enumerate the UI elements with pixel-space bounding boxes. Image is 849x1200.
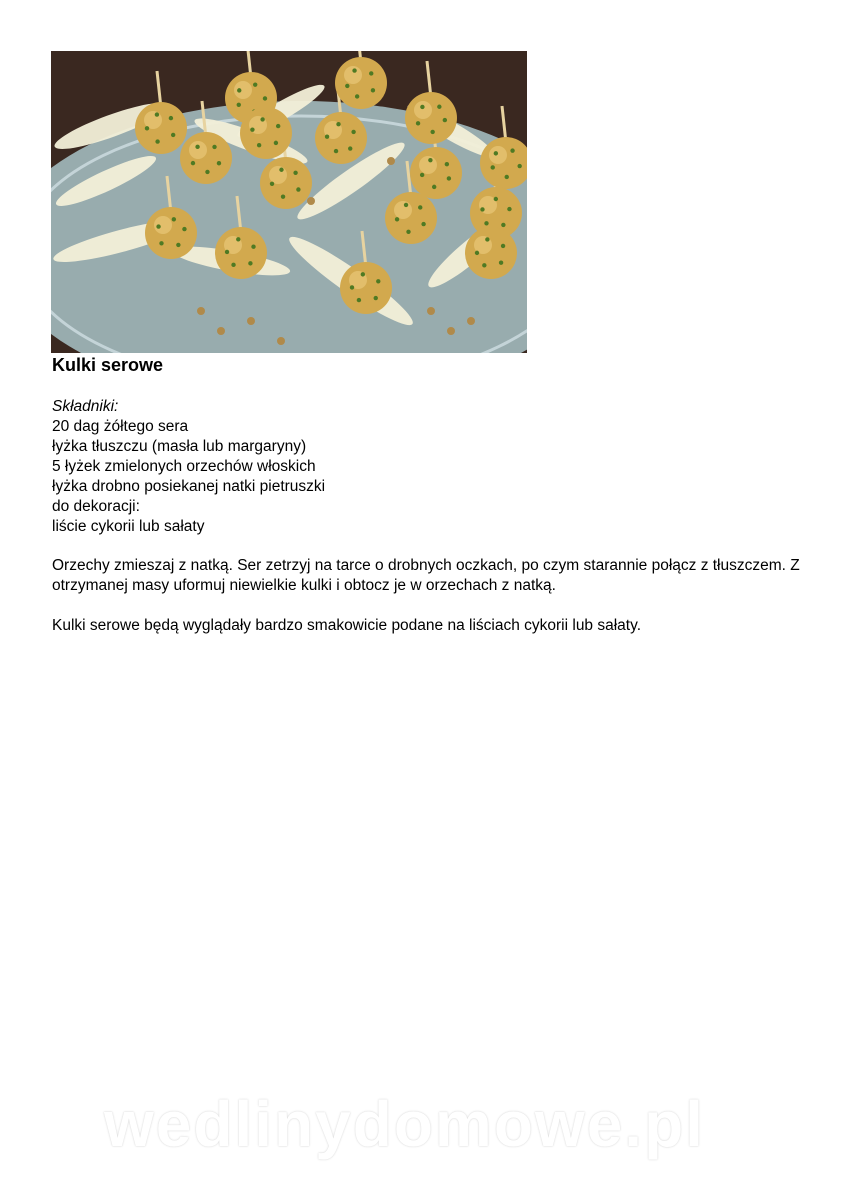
walnut-crumb xyxy=(387,157,395,165)
parsley-fleck xyxy=(480,207,484,211)
cheese-ball xyxy=(315,112,367,164)
parsley-fleck xyxy=(159,241,163,245)
ingredient-item: łyżka tłuszczu (masła lub margaryny) xyxy=(52,438,307,455)
parsley-fleck xyxy=(171,133,175,137)
parsley-fleck xyxy=(369,71,373,75)
cheese-ball-highlight xyxy=(189,141,207,159)
parsley-fleck xyxy=(421,222,425,226)
walnut-crumb xyxy=(247,317,255,325)
cheese-ball xyxy=(240,107,292,159)
parsley-fleck xyxy=(428,158,432,162)
cheese-ball xyxy=(215,227,267,279)
ingredients-label: Składniki: xyxy=(52,398,119,415)
walnut-crumb xyxy=(427,307,435,315)
parsley-fleck xyxy=(416,121,420,125)
parsley-fleck xyxy=(195,145,199,149)
cheese-ball-highlight xyxy=(269,166,287,184)
cheese-ball xyxy=(465,227,517,279)
cheese-ball xyxy=(335,57,387,109)
parsley-fleck xyxy=(406,230,410,234)
parsley-fleck xyxy=(437,105,441,109)
parsley-fleck xyxy=(325,135,329,139)
cheese-ball-highlight xyxy=(414,101,432,119)
walnut-crumb xyxy=(217,327,225,335)
parsley-fleck xyxy=(494,151,498,155)
cheese-ball-highlight xyxy=(394,201,412,219)
walnut-crumb xyxy=(447,327,455,335)
ingredient-item: 5 łyżek zmielonych orzechów włoskich xyxy=(52,458,316,475)
parsley-fleck xyxy=(404,203,408,207)
parsley-fleck xyxy=(348,146,352,150)
ingredient-item: łyżka drobno posiekanej natki pietruszki xyxy=(52,478,326,495)
parsley-fleck xyxy=(445,162,449,166)
parsley-fleck xyxy=(276,124,280,128)
parsley-fleck xyxy=(443,118,447,122)
parsley-fleck xyxy=(212,145,216,149)
parsley-fleck xyxy=(205,170,209,174)
cheese-ball xyxy=(385,192,437,244)
parsley-fleck xyxy=(501,244,505,248)
parsley-fleck xyxy=(494,197,498,201)
ingredient-item: 20 dag żółtego sera xyxy=(52,418,189,435)
parsley-fleck xyxy=(475,251,479,255)
parsley-fleck xyxy=(357,298,361,302)
parsley-fleck xyxy=(296,187,300,191)
cheese-ball xyxy=(260,157,312,209)
parsley-fleck xyxy=(253,82,257,86)
walnut-crumb xyxy=(197,307,205,315)
parsley-fleck xyxy=(251,245,255,249)
cheese-ball-highlight xyxy=(489,146,507,164)
parsley-fleck xyxy=(191,161,195,165)
site-watermark: wedlinydomowe.pl xyxy=(104,1088,705,1160)
parsley-fleck xyxy=(374,296,378,300)
parsley-fleck xyxy=(279,168,283,172)
walnut-crumb xyxy=(277,337,285,345)
parsley-fleck xyxy=(432,185,436,189)
parsley-fleck xyxy=(420,173,424,177)
recipe-title: Kulki serowe xyxy=(52,355,164,375)
parsley-fleck xyxy=(420,105,424,109)
parsley-fleck xyxy=(145,126,149,130)
cheese-ball-highlight xyxy=(344,66,362,84)
parsley-fleck xyxy=(274,141,278,145)
cheese-ball xyxy=(145,207,197,259)
parsley-fleck xyxy=(351,130,355,134)
parsley-fleck xyxy=(501,223,505,227)
cheese-ball-highlight xyxy=(234,81,252,99)
parsley-fleck xyxy=(155,112,159,116)
parsley-fleck xyxy=(517,164,521,168)
parsley-fleck xyxy=(484,221,488,225)
parsley-fleck xyxy=(257,143,261,147)
recipe-photo xyxy=(51,51,527,353)
parsley-fleck xyxy=(237,88,241,92)
ingredient-item: do dekoracji: xyxy=(52,498,140,515)
parsley-fleck xyxy=(281,194,285,198)
parsley-fleck xyxy=(176,243,180,247)
instructions-paragraph: Orzechy zmieszaj z natką. Ser zetrzyj na tarce o drobnych oczkach, po czym starannie połącz z tłuszczem. Z otrzymanej masy uformuj niewielkie kulki i obtocz je w orzechach z natką. xyxy=(52,557,800,594)
ingredients-section xyxy=(52,397,325,537)
cheese-ball xyxy=(340,262,392,314)
cheese-ball-highlight xyxy=(154,216,172,234)
parsley-fleck xyxy=(352,68,356,72)
parsley-fleck xyxy=(361,272,365,276)
parsley-fleck xyxy=(430,130,434,134)
serving-paragraph: Kulki serowe będą wyglądały bardzo smakowicie podane na liściach cykorii lub sałaty. xyxy=(52,617,642,634)
parsley-fleck xyxy=(482,263,486,267)
parsley-fleck xyxy=(510,148,514,152)
parsley-fleck xyxy=(225,250,229,254)
parsley-fleck xyxy=(507,207,511,211)
parsley-fleck xyxy=(505,175,509,179)
parsley-fleck xyxy=(172,217,176,221)
parsley-fleck xyxy=(491,165,495,169)
cheese-ball xyxy=(410,147,462,199)
ingredient-item: liście cykorii lub sałaty xyxy=(52,518,205,535)
parsley-fleck xyxy=(336,122,340,126)
parsley-fleck xyxy=(250,127,254,131)
parsley-fleck xyxy=(355,94,359,98)
parsley-fleck xyxy=(156,224,160,228)
parsley-fleck xyxy=(248,261,252,265)
parsley-fleck xyxy=(418,205,422,209)
cheese-ball xyxy=(135,102,187,154)
parsley-fleck xyxy=(447,176,451,180)
parsley-fleck xyxy=(182,227,186,231)
parsley-fleck xyxy=(231,263,235,267)
parsley-fleck xyxy=(237,103,241,107)
parsley-fleck xyxy=(376,279,380,283)
parsley-fleck xyxy=(236,237,240,241)
parsley-fleck xyxy=(155,139,159,143)
parsley-fleck xyxy=(395,217,399,221)
parsley-fleck xyxy=(293,171,297,175)
cheese-ball xyxy=(180,132,232,184)
cheese-ball xyxy=(405,92,457,144)
parsley-fleck xyxy=(334,149,338,153)
parsley-fleck xyxy=(485,237,489,241)
walnut-crumb xyxy=(307,197,315,205)
parsley-fleck xyxy=(371,88,375,92)
parsley-fleck xyxy=(169,116,173,120)
cheese-balls-image xyxy=(51,51,527,353)
cheese-ball-highlight xyxy=(419,156,437,174)
parsley-fleck xyxy=(217,161,221,165)
parsley-fleck xyxy=(345,84,349,88)
parsley-fleck xyxy=(499,261,503,265)
parsley-fleck xyxy=(260,117,264,121)
parsley-fleck xyxy=(350,285,354,289)
parsley-fleck xyxy=(270,182,274,186)
walnut-crumb xyxy=(467,317,475,325)
parsley-fleck xyxy=(263,96,267,100)
